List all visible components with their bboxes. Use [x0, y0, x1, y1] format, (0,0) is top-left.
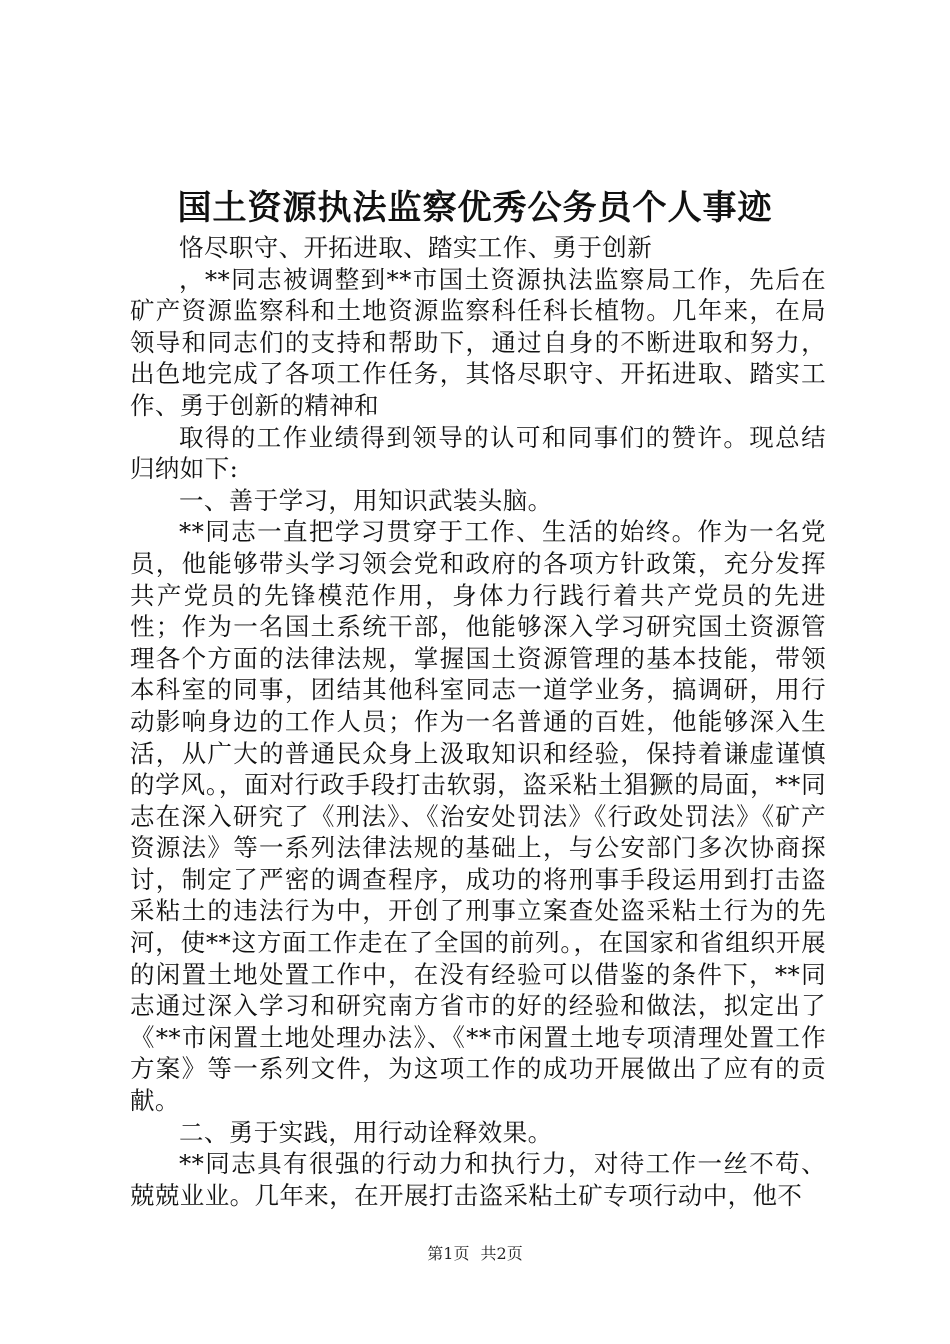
section-1-paragraph: **同志一直把学习贯穿于工作、生活的始终。作为一名党员，他能够带头学习领会党和政府的各项方针政策，充分发挥共产党员的先锋模范作用，身体力行践行着共产党员的先进性；作为一名国土系统干部，他能够深入学习研究国土资源管理各个方面的法律法规，掌握国土资源管理的基本技能，带领本科室的同事，团结其他科室同志一道学业务，搞调研，用行动影响身边的工作人员；作为一名普通的百姓，他能够深入生活，从广大的普通民众身上汲取知识和经验，保持着谦虚谨慎的学风。，面对行政手段打击软弱，盗采粘土猖獗的局面，**同志在深入研究了《刑法》、《治安处罚法》《行政处罚法》《矿产资源法》等一系列法律法规的基础上，与公安部门多次协商探讨，制定了严密的调查程序，成功的将刑事手段运用到打击盗采粘土的违法行为中，开创了刑事立案查处盗采粘土行为的先河，使**这方面工作走在了全国的前列。，在国家和省组织开展的闲置土地处置工作中，在没有经验可以借鉴的条件下，**同志通过深入学习和研究南方省市的好的经验和做法，拟定出了《**市闲置土地处理办法》、《**市闲置土地专项清理处置工作方案》等一系列文件，为这项工作的成功开展做出了应有的贡献。 — [130, 517, 826, 1116]
summary-paragraph: 取得的工作业绩得到领导的认可和同事们的赞许。现总结归纳如下: — [130, 422, 826, 484]
section-heading-2: 二、勇于实践，用行动诠释效果。 — [179, 1117, 553, 1147]
section-2-paragraph: **同志具有很强的行动力和执行力，对待工作一丝不苟、兢兢业业。几年来，在开展打击盗采粘土矿专项行动中，他不 — [130, 1149, 826, 1210]
intro-paragraph: ，**同志被调整到**市国土资源执法监察局工作，先后在矿产资源监察科和土地资源监察科任科长植物。几年来，在局领导和同志们的支持和帮助下，通过自身的不断进取和努力，出色地完成了各项工作任务，其恪尽职守、开拓进取、踏实工作、勇于创新的精神和 — [130, 264, 826, 420]
page-total: 共2页 — [480, 1244, 523, 1263]
section-heading-1: 一、善于学习，用知识武装头脑。 — [179, 485, 553, 515]
document-title: 国土资源执法监察优秀公务员个人事迹 — [177, 188, 773, 228]
document-body — [130, 232, 826, 1211]
subtitle-paragraph: 恪尽职守、开拓进取、踏实工作、勇于创新 — [179, 233, 653, 262]
page-footer — [0, 1244, 950, 1264]
page-number: 第1页 — [427, 1244, 470, 1263]
